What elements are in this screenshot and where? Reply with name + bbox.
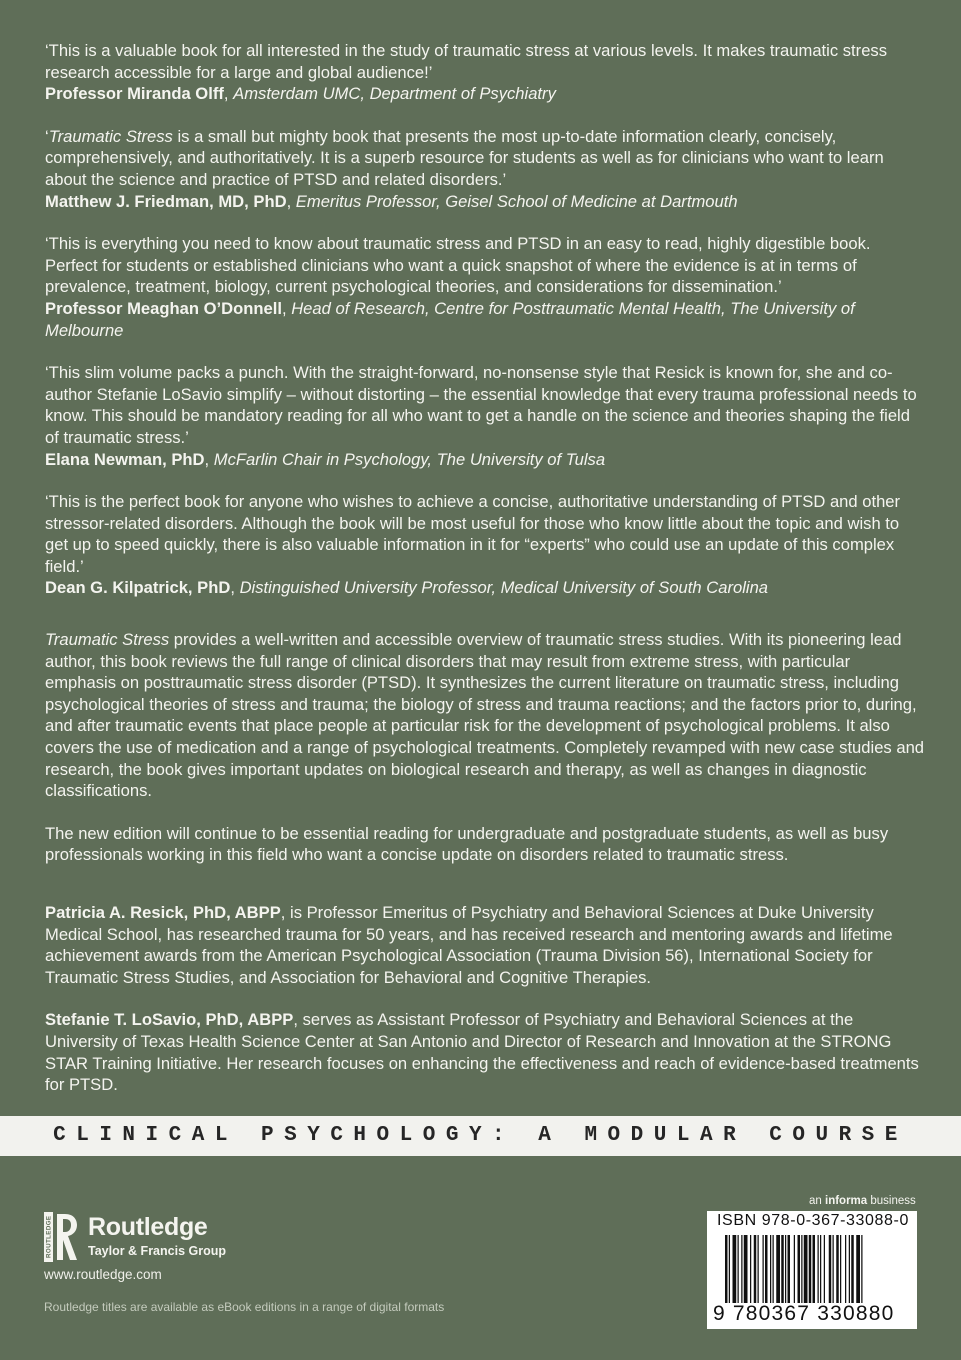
endorser-affiliation: Head of Research, Centre for Posttraumatic Mental Health, The University of Melbourne xyxy=(45,298,855,340)
isbn-digits: 9 780367 330880 xyxy=(713,1302,895,1325)
endorsement-text: ‘This is a valuable book for all interested in the study of traumatic stress at various levels. It makes traumatic stress research accessible for a large and global audience!’ xyxy=(45,41,888,82)
barcode-bar xyxy=(725,1235,728,1303)
barcode-bar xyxy=(809,1235,812,1303)
publisher-group: Taylor & Francis Group xyxy=(88,1244,226,1258)
author-name: Stefanie T. LoSavio, PhD, ABPP xyxy=(45,1010,294,1030)
barcode-bar xyxy=(785,1235,786,1303)
endorsement xyxy=(45,362,925,470)
endorser-name: Dean G. Kilpatrick, PhD xyxy=(45,578,231,598)
isbn-barcode xyxy=(707,1211,917,1329)
description-paragraph: Traumatic Stress provides a well-written and accessible overview of traumatic stress studies. With its pioneering lead author, this book reviews the full range of clinical disorders that may result from extreme stress, with particular emphasis on posttraumatic stress disorder (PTSD). It synthesizes the current literature on traumatic stress, including psychological theories of stress and trauma; the biology of stress and trauma reactions; and the factors prior to, during, and after traumatic events that place people at particular risk for the development of psychological problems. It also covers the use of medication and a range of psychological treatments. Completely revamped with new case studies and research, the book gives important updates on biological research and therapy, as well as changes in diagnostic classifications. xyxy=(45,630,925,801)
endorser-name: Elana Newman, PhD xyxy=(45,449,205,469)
endorsement-text: ‘This is everything you need to know about traumatic stress and PTSD in an easy to read, highly digestible book. Perfect for students or established clinicians who want a quick snapshot of where the evidence is at in terms of prevalence, treatment, biology, current psychological theories, and considerations for dissemination.’ xyxy=(45,234,871,297)
endorsement-text: ‘Traumatic Stress is a small but mighty book that presents the most up-to-date information clearly, concisely, comprehensively, and authoritatively. It is a superb resource for students as well as for clinicians who want to learn about the science and practice of PTSD and related disorders.’ xyxy=(45,126,884,189)
barcode-bar xyxy=(861,1235,862,1303)
barcode-bar xyxy=(733,1235,737,1303)
informa-business-tag: an informa business xyxy=(809,1195,916,1207)
endorsement-attribution: Elana Newman, PhD, McFarlin Chair in Psychology, The University of Tulsa xyxy=(45,449,606,469)
barcode-bar xyxy=(741,1235,742,1303)
endorsement-attribution: Matthew J. Friedman, MD, PhD, Emeritus Professor, Geisel School of Medicine at Dartmouth xyxy=(45,191,738,211)
endorser-name: Matthew J. Friedman, MD, PhD xyxy=(45,191,287,211)
barcode-bar xyxy=(851,1235,854,1303)
endorsement-text: ‘This slim volume packs a punch. With the straight-forward, no-nonsense style that Resick is known for, she and co-author Stefanie LoSavio simplify – without distorting – the essential knowledge that every trauma professional needs to know. This should be mandatory reading for all who want to get a handle on the science and theories shaping the field of traumatic stress.’ xyxy=(45,363,917,447)
author-bio: Patricia A. Resick, PhD, ABPP, is Professor Emeritus of Psychiatry and Behavioral Sciences at Duke University Medical School, has researched trauma for 50 years, and has received research and mentoring awards and lifetime achievement awards from the American Psychological Association (Trauma Division 56), International Society for Traumatic Stress Studies, and Association for Behavioral and Cognitive Therapies. xyxy=(45,903,893,987)
barcode-bar xyxy=(765,1235,768,1303)
author-bios xyxy=(45,902,925,1096)
isbn-label: ISBN 978-0-367-33088-0 xyxy=(717,1212,909,1229)
barcode-bar xyxy=(773,1235,774,1303)
endorsement xyxy=(45,126,925,212)
barcode-bar xyxy=(744,1235,748,1303)
barcode-bar xyxy=(818,1235,819,1303)
book-title: Traumatic Stress xyxy=(48,126,173,146)
endorsement-attribution: Professor Miranda Olff, Amsterdam UMC, Department of Psychiatry xyxy=(45,84,556,104)
barcode-bar xyxy=(801,1235,802,1303)
endorser-name: Professor Meaghan O’Donnell xyxy=(45,298,282,318)
barcode-icon xyxy=(725,1235,905,1303)
endorsement xyxy=(45,40,925,105)
book-title: Traumatic Stress xyxy=(45,630,170,650)
barcode-bar xyxy=(738,1235,739,1303)
barcode-bar xyxy=(750,1235,751,1303)
barcode-bar xyxy=(781,1235,784,1303)
barcode-bar xyxy=(770,1235,771,1303)
endorsement xyxy=(45,491,925,599)
barcode-bar xyxy=(829,1235,832,1303)
endorser-affiliation: Distinguished University Professor, Medical University of South Carolina xyxy=(239,578,769,598)
barcode-bar xyxy=(804,1235,808,1303)
publisher-logo xyxy=(44,1212,244,1262)
barcode-bar xyxy=(836,1235,839,1303)
author-name: Patricia A. Resick, PhD, ABPP xyxy=(45,903,281,922)
endorsement xyxy=(45,233,925,341)
endorsement-attribution: Professor Meaghan O’Donnell, Head of Research, Centre for Posttraumatic Mental Health, The University of Melbourne xyxy=(45,298,855,340)
author-bio: Stefanie T. LoSavio, PhD, ABPP, serves as Assistant Professor of Psychiatry and Behavioral Sciences at the University of Texas Health Science Center at San Antonio and Director of Research and Innovation at the STRONG STAR Training Initiative. Her research focuses on enhancing the effectiveness and reach of evidence-based treatments for PTSD. xyxy=(45,1010,919,1095)
ebook-note: Routledge titles are available as eBook editions in a range of digital formats xyxy=(44,1300,445,1314)
endorser-affiliation: Emeritus Professor, Geisel School of Medicine at Dartmouth xyxy=(295,191,738,211)
back-cover-text xyxy=(45,40,925,1117)
series-title-bar: CLINICAL PSYCHOLOGY: A MODULAR COURSE xyxy=(0,1116,961,1156)
endorser-affiliation: McFarlin Chair in Psychology, The University of Tulsa xyxy=(213,449,606,469)
barcode-bar xyxy=(824,1235,825,1303)
barcode-bar xyxy=(763,1235,764,1303)
barcode-bar xyxy=(833,1235,834,1303)
barcode-bar xyxy=(849,1235,850,1303)
barcode-bar xyxy=(856,1235,860,1303)
barcode-bar xyxy=(776,1235,780,1303)
endorser-name: Professor Miranda Olff xyxy=(45,84,224,104)
barcode-bar xyxy=(758,1235,759,1303)
barcode-bar xyxy=(798,1235,801,1303)
endorser-affiliation: Amsterdam UMC, Department of Psychiatry xyxy=(233,84,556,104)
barcode-bar xyxy=(845,1235,846,1303)
svg-text:ROUTLEDGE: ROUTLEDGE xyxy=(45,1215,53,1258)
barcode-bar xyxy=(794,1235,795,1303)
description-paragraph: The new edition will continue to be essential reading for undergraduate and postgraduate students, as well as busy professionals working in this field who want a concise update on disorders related to traumatic stress. xyxy=(45,823,889,865)
barcode-bar xyxy=(788,1235,791,1303)
endorsement-attribution: Dean G. Kilpatrick, PhD, Distinguished University Professor, Medical University of South Carolina xyxy=(45,578,769,598)
barcode-bar xyxy=(813,1235,816,1303)
routledge-logo-icon xyxy=(44,1212,78,1262)
book-description xyxy=(45,629,925,866)
barcode-bar xyxy=(729,1235,730,1303)
endorsement-text: ‘This is the perfect book for anyone who wishes to achieve a concise, authoritative understanding of PTSD and other stressor-related disorders. Although the book will be most useful for those who know little about the topic and wish to get up to speed quickly, there is also valuable information in it for “experts” who could use an update of this complex field.’ xyxy=(45,492,901,576)
barcode-bar xyxy=(840,1235,841,1303)
publisher-url[interactable]: www.routledge.com xyxy=(44,1267,162,1282)
publisher-name: Routledge xyxy=(88,1213,208,1241)
barcode-bar xyxy=(754,1235,757,1303)
barcode-bar xyxy=(820,1235,821,1303)
